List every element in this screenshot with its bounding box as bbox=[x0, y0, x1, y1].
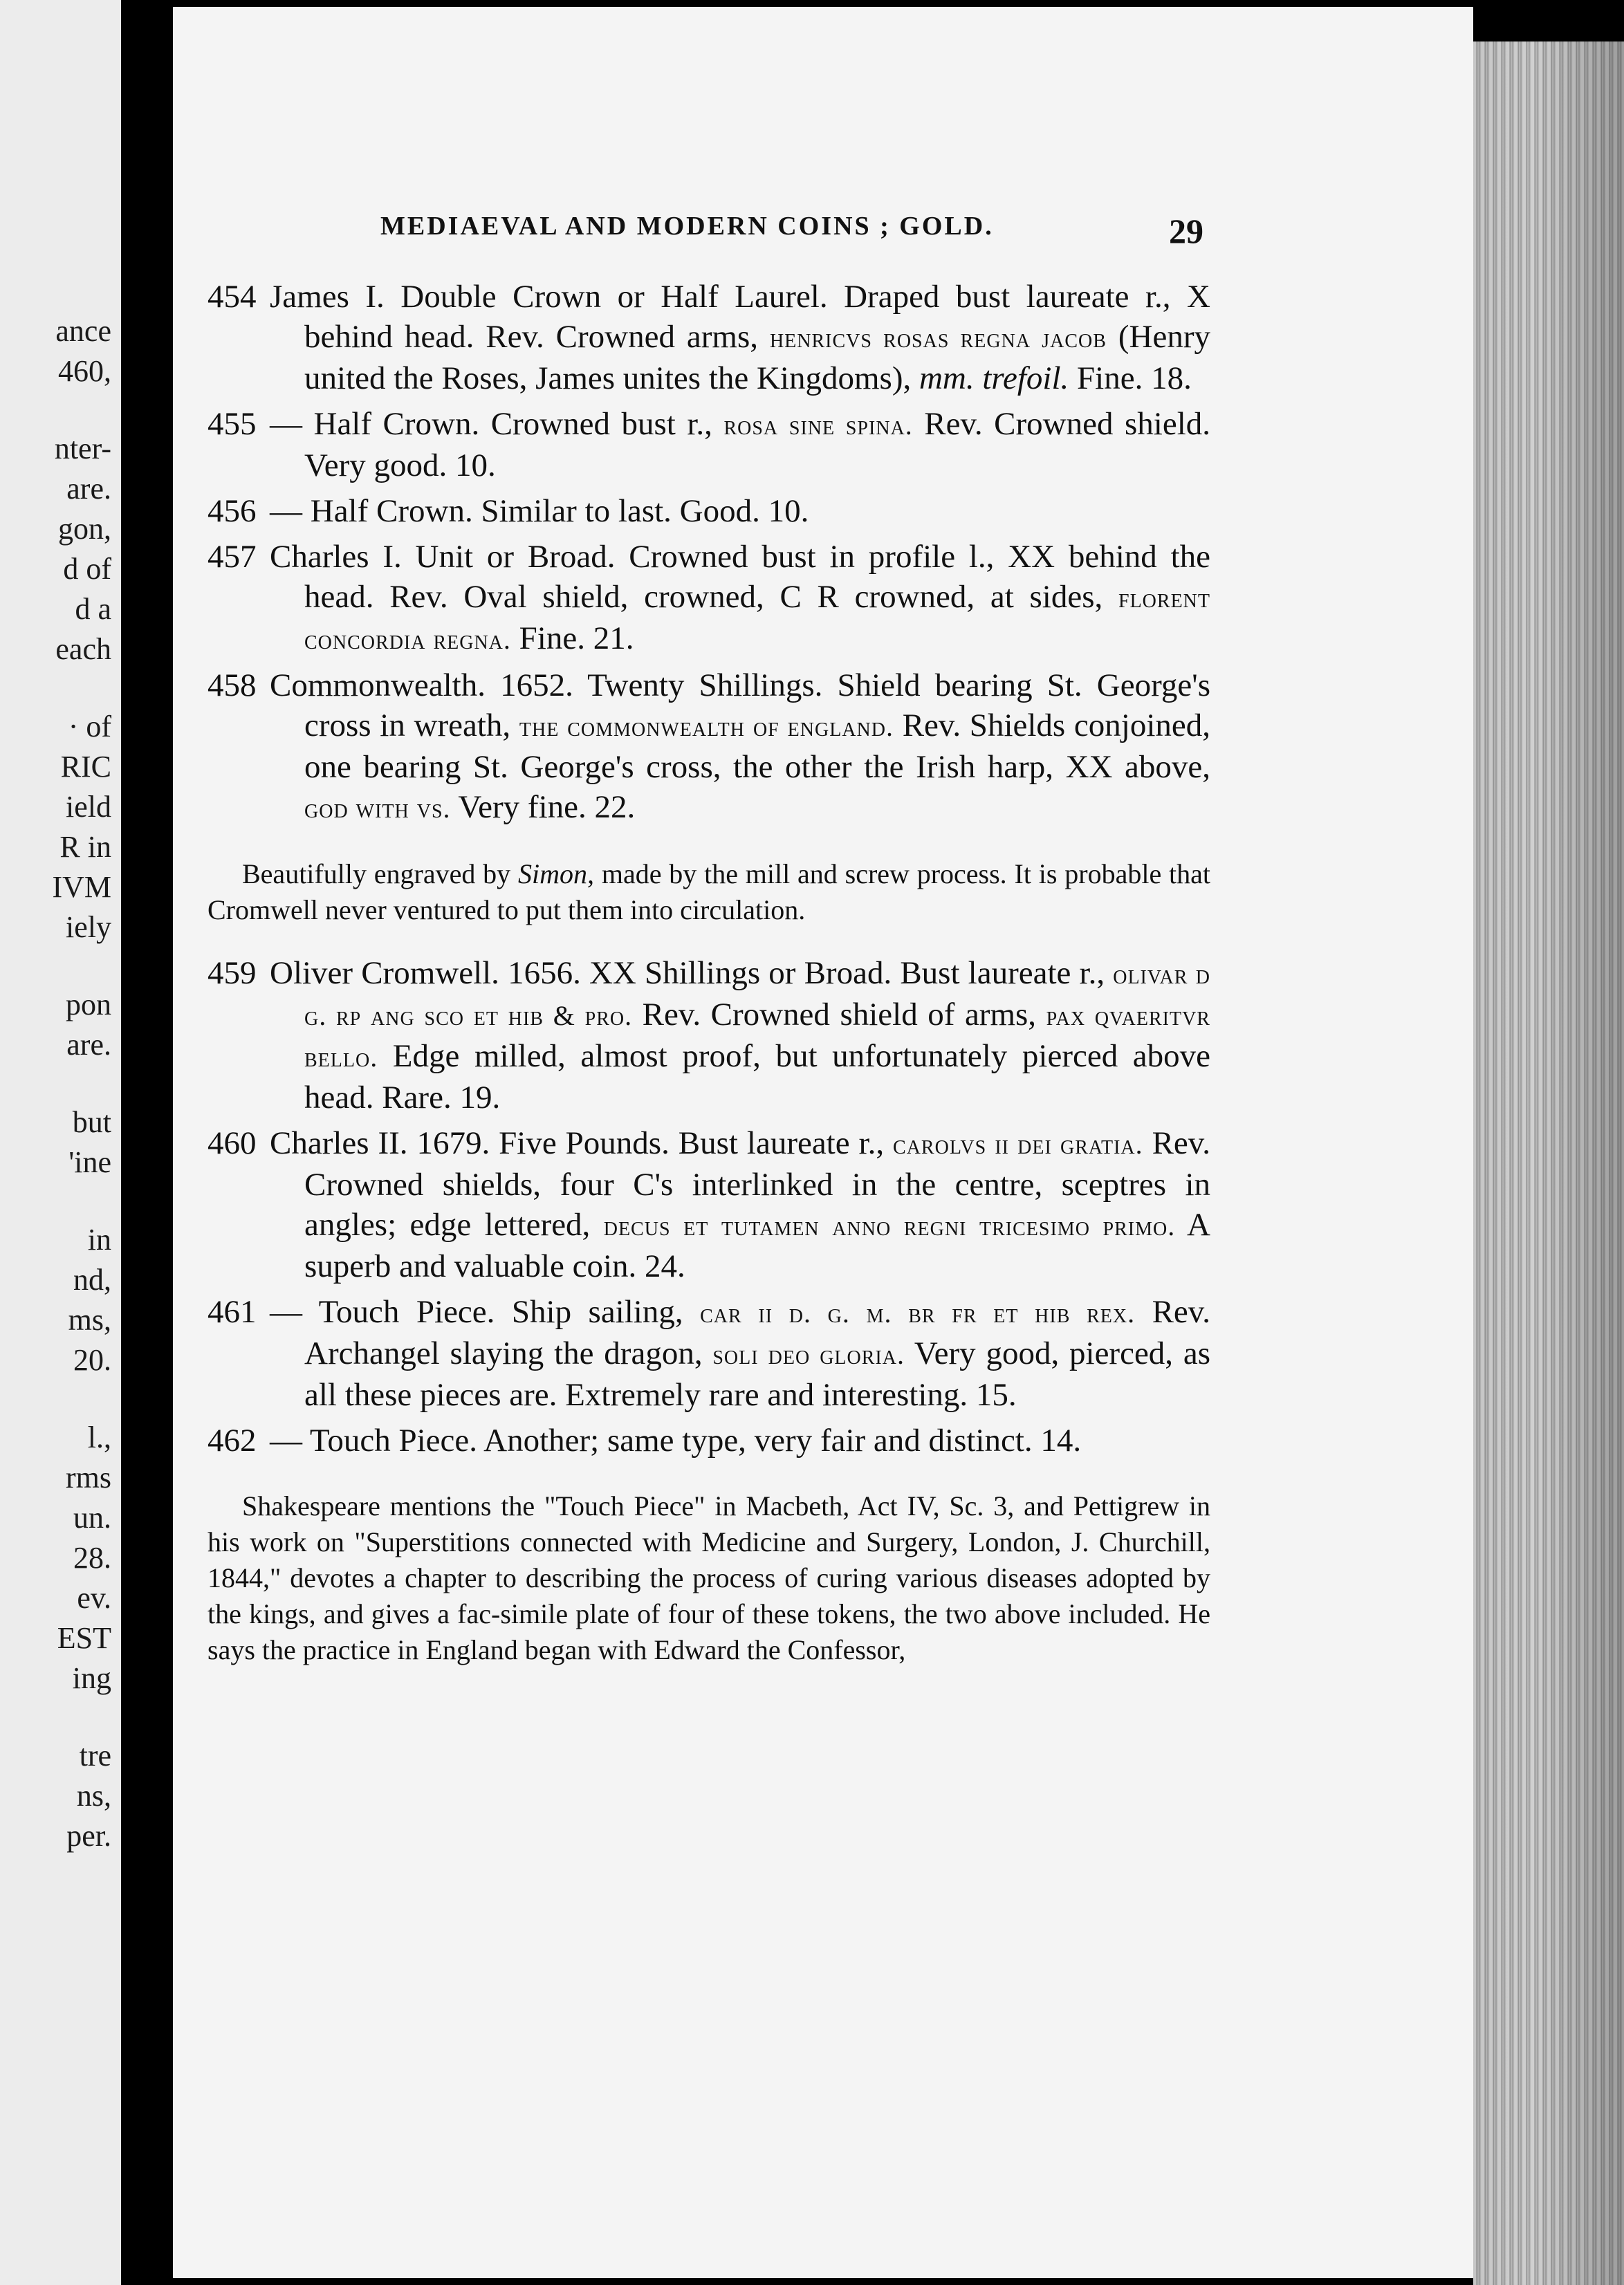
lot-list-1 bbox=[207, 277, 1210, 829]
previous-page-fragment: 20. bbox=[73, 1343, 111, 1377]
lot-text: Very fine. 22. bbox=[450, 789, 636, 825]
previous-page-fragment bbox=[0, 1699, 121, 1736]
previous-page-fragment bbox=[0, 1065, 121, 1102]
lot-number: 461 bbox=[207, 1294, 257, 1330]
previous-page-fragment: ance bbox=[55, 314, 111, 348]
page-block-edge bbox=[1473, 41, 1624, 2285]
legend-text: god with vs. bbox=[304, 793, 451, 824]
lot-text: Rev. Archangel slaying the dragon, bbox=[304, 1294, 1210, 1371]
previous-page-fragment: un. bbox=[73, 1501, 111, 1535]
previous-page-fragment bbox=[0, 391, 121, 429]
previous-page-fragment: rms bbox=[66, 1461, 111, 1495]
page-body bbox=[207, 277, 1210, 1693]
previous-page-fragment: IVM bbox=[52, 870, 111, 904]
lot-text: Rev. Crowned shield of arms, bbox=[632, 997, 1046, 1033]
lot-text: — Half Crown. Similar to last. Good. 10. bbox=[270, 493, 809, 529]
lot-number: 458 bbox=[207, 667, 257, 703]
lot-text: — Touch Piece. Another; same type, very fair and distinct. 14. bbox=[270, 1423, 1082, 1459]
previous-page-fragment: EST bbox=[57, 1621, 111, 1655]
previous-page-fragment: gon, bbox=[58, 512, 111, 546]
legend-text: florent concordia regna. bbox=[304, 582, 1210, 655]
page-number: 29 bbox=[1169, 212, 1203, 250]
lot-entry bbox=[207, 1421, 1210, 1461]
lot-entry bbox=[207, 665, 1210, 829]
lot-text: (Henry united the Roses, James unites the Kingdoms), bbox=[304, 319, 1211, 396]
lot-number: 457 bbox=[207, 539, 257, 575]
previous-page-fragment bbox=[0, 1183, 121, 1220]
lot-text: Charles II. 1679. Five Pounds. Bust laureate r., bbox=[270, 1125, 894, 1161]
lot-entry bbox=[207, 537, 1210, 660]
running-head: MEDIAEVAL AND MODERN COINS ; GOLD. bbox=[380, 212, 994, 241]
previous-page-fragment: ing bbox=[72, 1661, 111, 1695]
legend-text: carolvs ii dei gratia. bbox=[893, 1129, 1143, 1160]
lot-text: Charles I. Unit or Broad. Crowned bust in profile l., XX behind the head. Rev. Oval shield, crowned, C R crowned, at sides, bbox=[270, 539, 1210, 615]
lot-number: 460 bbox=[207, 1125, 257, 1161]
lot-text: — Touch Piece. Ship sailing, bbox=[270, 1294, 701, 1330]
legend-text: olivar d g. rp ang sco et hib & pro. bbox=[304, 959, 1210, 1031]
lot-text: Rev. Crowned shields, four C's interlinked in the centre, sceptres in angles; edge lettered, bbox=[304, 1125, 1210, 1243]
previous-page-fragment: nd, bbox=[73, 1263, 111, 1297]
legend-text: soli deo gloria. bbox=[712, 1339, 905, 1370]
lot-text: Edge milled, almost proof, but unfortunately pierced above head. Rare. 19. bbox=[304, 1038, 1210, 1116]
previous-page-fragment: ns, bbox=[76, 1779, 111, 1813]
lot-entry bbox=[207, 953, 1210, 1118]
lot-number: 455 bbox=[207, 406, 257, 442]
lot-text: A superb and valuable coin. 24. bbox=[304, 1207, 1210, 1284]
previous-page-fragment: 28. bbox=[73, 1541, 111, 1575]
previous-page-fragment: d a bbox=[75, 592, 111, 626]
lot-text: Very good, pierced, as all these pieces are. Extremely rare and interesting. 15. bbox=[304, 1335, 1210, 1413]
lot-text: Oliver Cromwell. 1656. XX Shillings or Broad. Bust laureate r., bbox=[270, 955, 1114, 991]
lot-entry bbox=[207, 404, 1210, 485]
legend-text: the commonwealth of england. bbox=[519, 711, 894, 742]
legend-text: decus et tutamen anno regni tricesimo primo. bbox=[603, 1210, 1176, 1241]
previous-page-fragment: RIC bbox=[60, 750, 111, 784]
previous-page-fragment: ms, bbox=[68, 1303, 111, 1337]
lot-number: 456 bbox=[207, 493, 257, 529]
previous-page-fragment: are. bbox=[66, 472, 111, 506]
previous-page-fragment: ield bbox=[66, 790, 111, 824]
lot-text: Fine. 21. bbox=[510, 620, 634, 656]
previous-page-fragment: but bbox=[72, 1105, 111, 1139]
previous-page-fragment: pon bbox=[66, 988, 111, 1021]
previous-page-fragment: tre bbox=[79, 1739, 111, 1773]
previous-page-edge bbox=[0, 0, 121, 2285]
note-touch-piece: Shakespeare mentions the "Touch Piece" in Macbeth, Act IV, Sc. 3, and Pettigrew in his work on "Superstitions connected with Medicine and Surgery, London, J. Churchill, 1844," devotes a chapter to describing the process of curing various diseases adopted by the kings, and gives a fac-simile plate of four of these tokens, the two above included. He says the practice in England began with Edward the Confessor, bbox=[207, 1490, 1210, 1665]
legend-text: henricvs rosas regna jacob bbox=[769, 322, 1107, 353]
legend-text: pax qvaeritvr bello. bbox=[304, 1000, 1210, 1073]
legend-text: car ii d. g. m. br fr et hib rex. bbox=[700, 1297, 1136, 1329]
previous-page-fragment: R in bbox=[59, 830, 111, 864]
lot-entry bbox=[207, 491, 1210, 531]
previous-page-fragment: l., bbox=[87, 1421, 111, 1454]
previous-page-fragment: 460, bbox=[58, 354, 111, 388]
lot-list-2 bbox=[207, 953, 1210, 1461]
previous-page-fragment: ev. bbox=[77, 1581, 111, 1615]
lot-entry bbox=[207, 1123, 1210, 1286]
previous-page-fragment: 'ine bbox=[68, 1145, 111, 1179]
italic-text: mm. trefoil. bbox=[919, 360, 1069, 396]
lot-text: Fine. 18. bbox=[1069, 360, 1192, 396]
lot-text: Commonwealth. 1652. Twenty Shillings. Shield bearing St. George's cross in wreath, bbox=[270, 667, 1210, 743]
note-simon: Beautifully engraved by Simon, made by the mill and screw process. It is probable that Cromwell never ventured to put them into circulation. bbox=[207, 858, 1210, 925]
lot-entry bbox=[207, 277, 1210, 398]
lot-entry bbox=[207, 1292, 1210, 1415]
previous-page-fragment: · of bbox=[68, 710, 111, 743]
previous-page-text bbox=[0, 311, 121, 1856]
previous-page-fragment bbox=[0, 669, 121, 707]
lot-number: 454 bbox=[207, 279, 257, 315]
previous-page-fragment: d of bbox=[63, 552, 111, 586]
lot-text: Rev. Shields conjoined, one bearing St. George's cross, the other the Irish harp, XX above, bbox=[304, 707, 1210, 785]
previous-page-fragment: each bbox=[55, 632, 111, 666]
lot-number: 459 bbox=[207, 955, 257, 991]
previous-page-fragment: iely bbox=[66, 910, 111, 944]
legend-text: rosa sine spina. bbox=[723, 409, 913, 441]
lot-text: — Half Crown. Crowned bust r., bbox=[270, 406, 724, 442]
previous-page-fragment bbox=[0, 1380, 121, 1418]
previous-page-fragment: are. bbox=[66, 1028, 111, 1062]
previous-page-fragment bbox=[0, 947, 121, 985]
lot-number: 462 bbox=[207, 1423, 257, 1459]
previous-page-fragment: nter- bbox=[54, 432, 111, 465]
lot-text: Rev. Crowned shield. Very good. 10. bbox=[304, 406, 1210, 483]
previous-page-fragment: per. bbox=[66, 1819, 111, 1853]
previous-page-fragment: in bbox=[87, 1223, 111, 1257]
lot-text: James I. Double Crown or Half Laurel. Draped bust laureate r., X behind head. Rev. Crowned arms, bbox=[270, 279, 1210, 355]
